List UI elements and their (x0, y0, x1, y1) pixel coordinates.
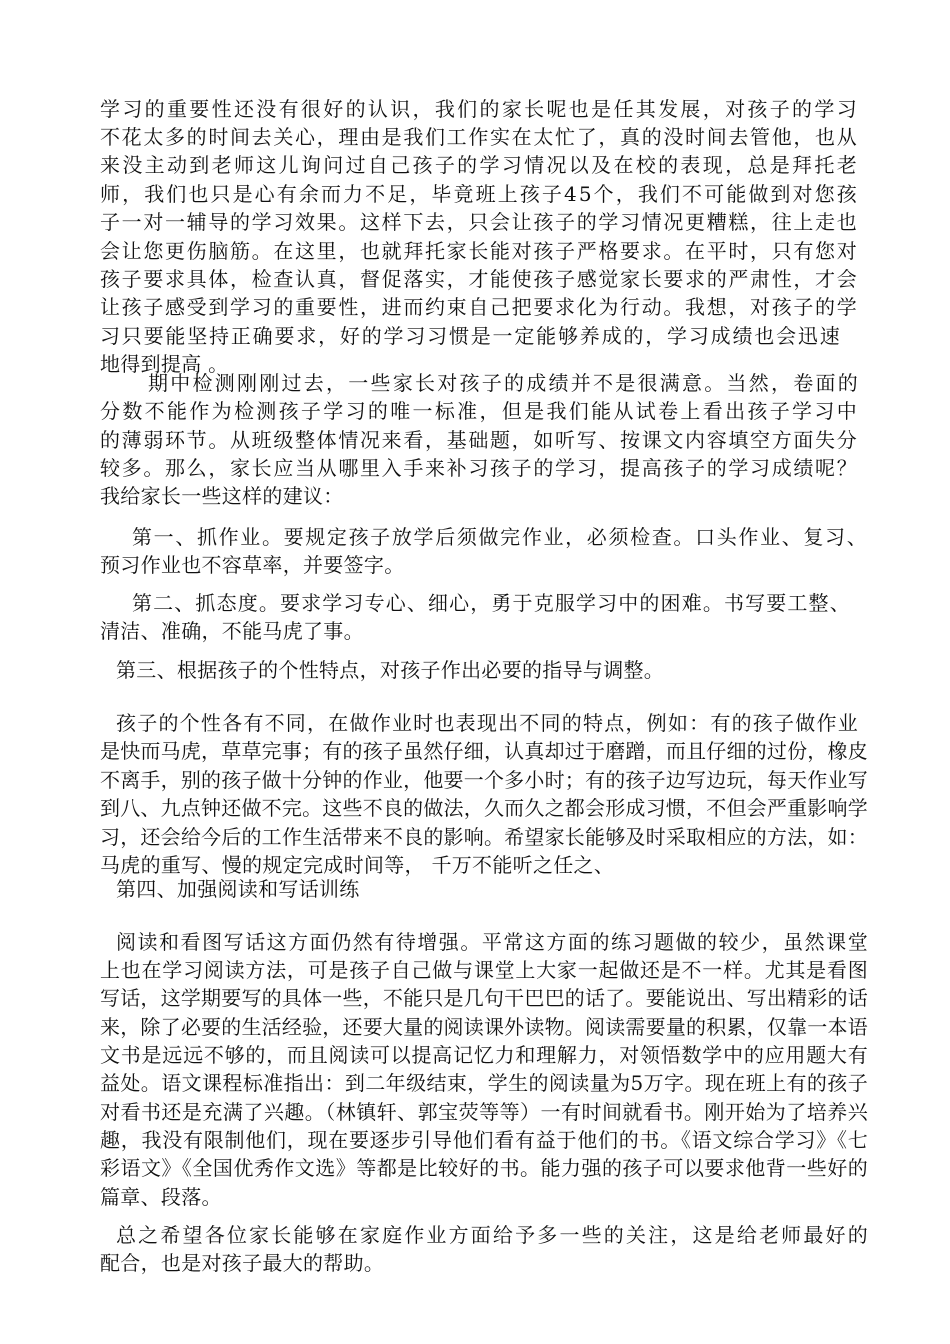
text-line: 趣，我没有限制他们，现在要逐步引导他们看有益于他们的书。《语文综合学习》《七 (100, 1128, 869, 1152)
text-line: 第四、加强阅读和写话训练 (116, 877, 360, 901)
text-line: 的薄弱环节。从班级整体情况来看，基础题，如听写、按课文内容填空方面失分 (100, 428, 859, 452)
text-line: 子一对一辅导的学习效果。这样下去，只会让孩子的学习情况更糟糕，往上走也 (100, 210, 859, 234)
text-line: 孩子要求具体，检查认真，督促落实，才能使孩子感觉家长要求的严肃性，才会 (100, 267, 859, 291)
text-line: 清洁、准确，不能马虎了事。 (100, 619, 364, 643)
text-line: 阅读和看图写话这方面仍然有待增强。平常这方面的练习题做的较少，虽然课堂 (116, 930, 870, 954)
text-line: 期中检测刚刚过去，一些家长对孩子的成绩并不是很满意。当然，卷面的 (148, 371, 860, 395)
text-line: 习只要能坚持正确要求，好的学习习惯是一定能够养成的，学习成绩也会迅速 (100, 324, 842, 348)
text-line: 益处。语文课程标准指出：到二年级结束，学生的阅读量为5万字。现在班上有的孩子 (100, 1071, 869, 1095)
text-line: 彩语文》《全国优秀作文选》等都是比较好的书。能力强的孩子可以要求他背一些好的 (100, 1156, 869, 1180)
text-line: 会让您更伤脑筋。在这里，也就拜托家长能对孩子严格要求。在平时，只有您对 (100, 239, 859, 263)
text-line: 第三、根据孩子的个性特点，对孩子作出必要的指导与调整。 (116, 658, 665, 682)
text-line: 分数不能作为检测孩子学习的唯一标准，但是我们能从试卷上看出孩子学习中 (100, 399, 860, 423)
text-line: 不离手，别的孩子做十分钟的作业，他要一个多小时；有的孩子边写边玩，每天作业写 (100, 768, 868, 792)
text-line: 孩子的个性各有不同，在做作业时也表现出不同的特点，例如：有的孩子做作业 (116, 711, 859, 735)
text-line: 来没主动到老师这儿询问过自己孩子的学习情况以及在校的表现，总是拜托老 (100, 153, 860, 177)
text-line: 预习作业也不容草率，并要签字。 (100, 553, 405, 577)
text-line: 马虎的重写、慢的规定完成时间等， 千万不能听之任之、 (100, 853, 615, 877)
text-line: 配合，也是对孩子最大的帮助。 (100, 1251, 385, 1275)
text-line: 到八、九点钟还做不完。这些不良的做法，久而久之都会形成习惯，不但会严重影响学 (100, 796, 868, 820)
text-line: 学习的重要性还没有很好的认识，我们的家长呢也是任其发展，对孩子的学习 (100, 97, 860, 121)
text-line: 文书是远远不够的，而且阅读可以提高记忆力和理解力，对领悟数学中的应用题大有 (100, 1043, 869, 1067)
text-line: 让孩子感受到学习的重要性，进而约束自己把要求化为行动。我想，对孩子的学 (100, 295, 859, 319)
text-line: 篇章、段落。 (100, 1185, 222, 1209)
text-line: 总之希望各位家长能够在家庭作业方面给予多一些的关注，这是给老师最好的 (116, 1223, 870, 1247)
text-line: 我给家长一些这样的建议： (100, 484, 344, 508)
text-line: 不花太多的时间去关心，理由是我们工作实在太忙了，真的没时间去管他，也从 (100, 125, 859, 149)
text-line: 上也在学习阅读方法，可是孩子自己做与课堂上大家一起做还是不一样。尤其是看图 (100, 958, 869, 982)
text-line: 来，除了必要的生活经验，还要大量的阅读课外读物。阅读需要量的积累，仅靠一本语 (100, 1015, 868, 1039)
text-line: 第一、抓作业。要规定孩子放学后须做完作业，必须检查。口头作业、复习、 (132, 525, 869, 549)
text-line: 习，还会给今后的工作生活带来不良的影响。希望家长能够及时采取相应的方法，如： (100, 825, 868, 849)
text-line: 写话，这学期要写的具体一些，不能只是几句干巴巴的话了。要能说出、写出精彩的话 (100, 986, 868, 1010)
text-line: 是快而马虎，草草完事；有的孩子虽然仔细，认真却过于磨蹭，而且仔细的过份，橡皮 (100, 739, 868, 763)
text-line: 第二、抓态度。要求学习专心、细心，勇于克服学习中的困难。书写要工整、 (132, 591, 851, 615)
text-line: 较多。那么，家长应当从哪里入手来补习孩子的学习，提高孩子的学习成绩呢？ (100, 456, 859, 480)
text-line: 对看书还是充满了兴趣。（林镇轩、郭宝荧等等）一有时间就看书。刚开始为了培养兴 (100, 1100, 869, 1124)
text-line: 地得到提高 。 (100, 352, 229, 376)
text-line: 师，我们也只是心有余而力不足，毕竟班上孩子45个，我们不可能做到对您孩 (100, 182, 859, 206)
